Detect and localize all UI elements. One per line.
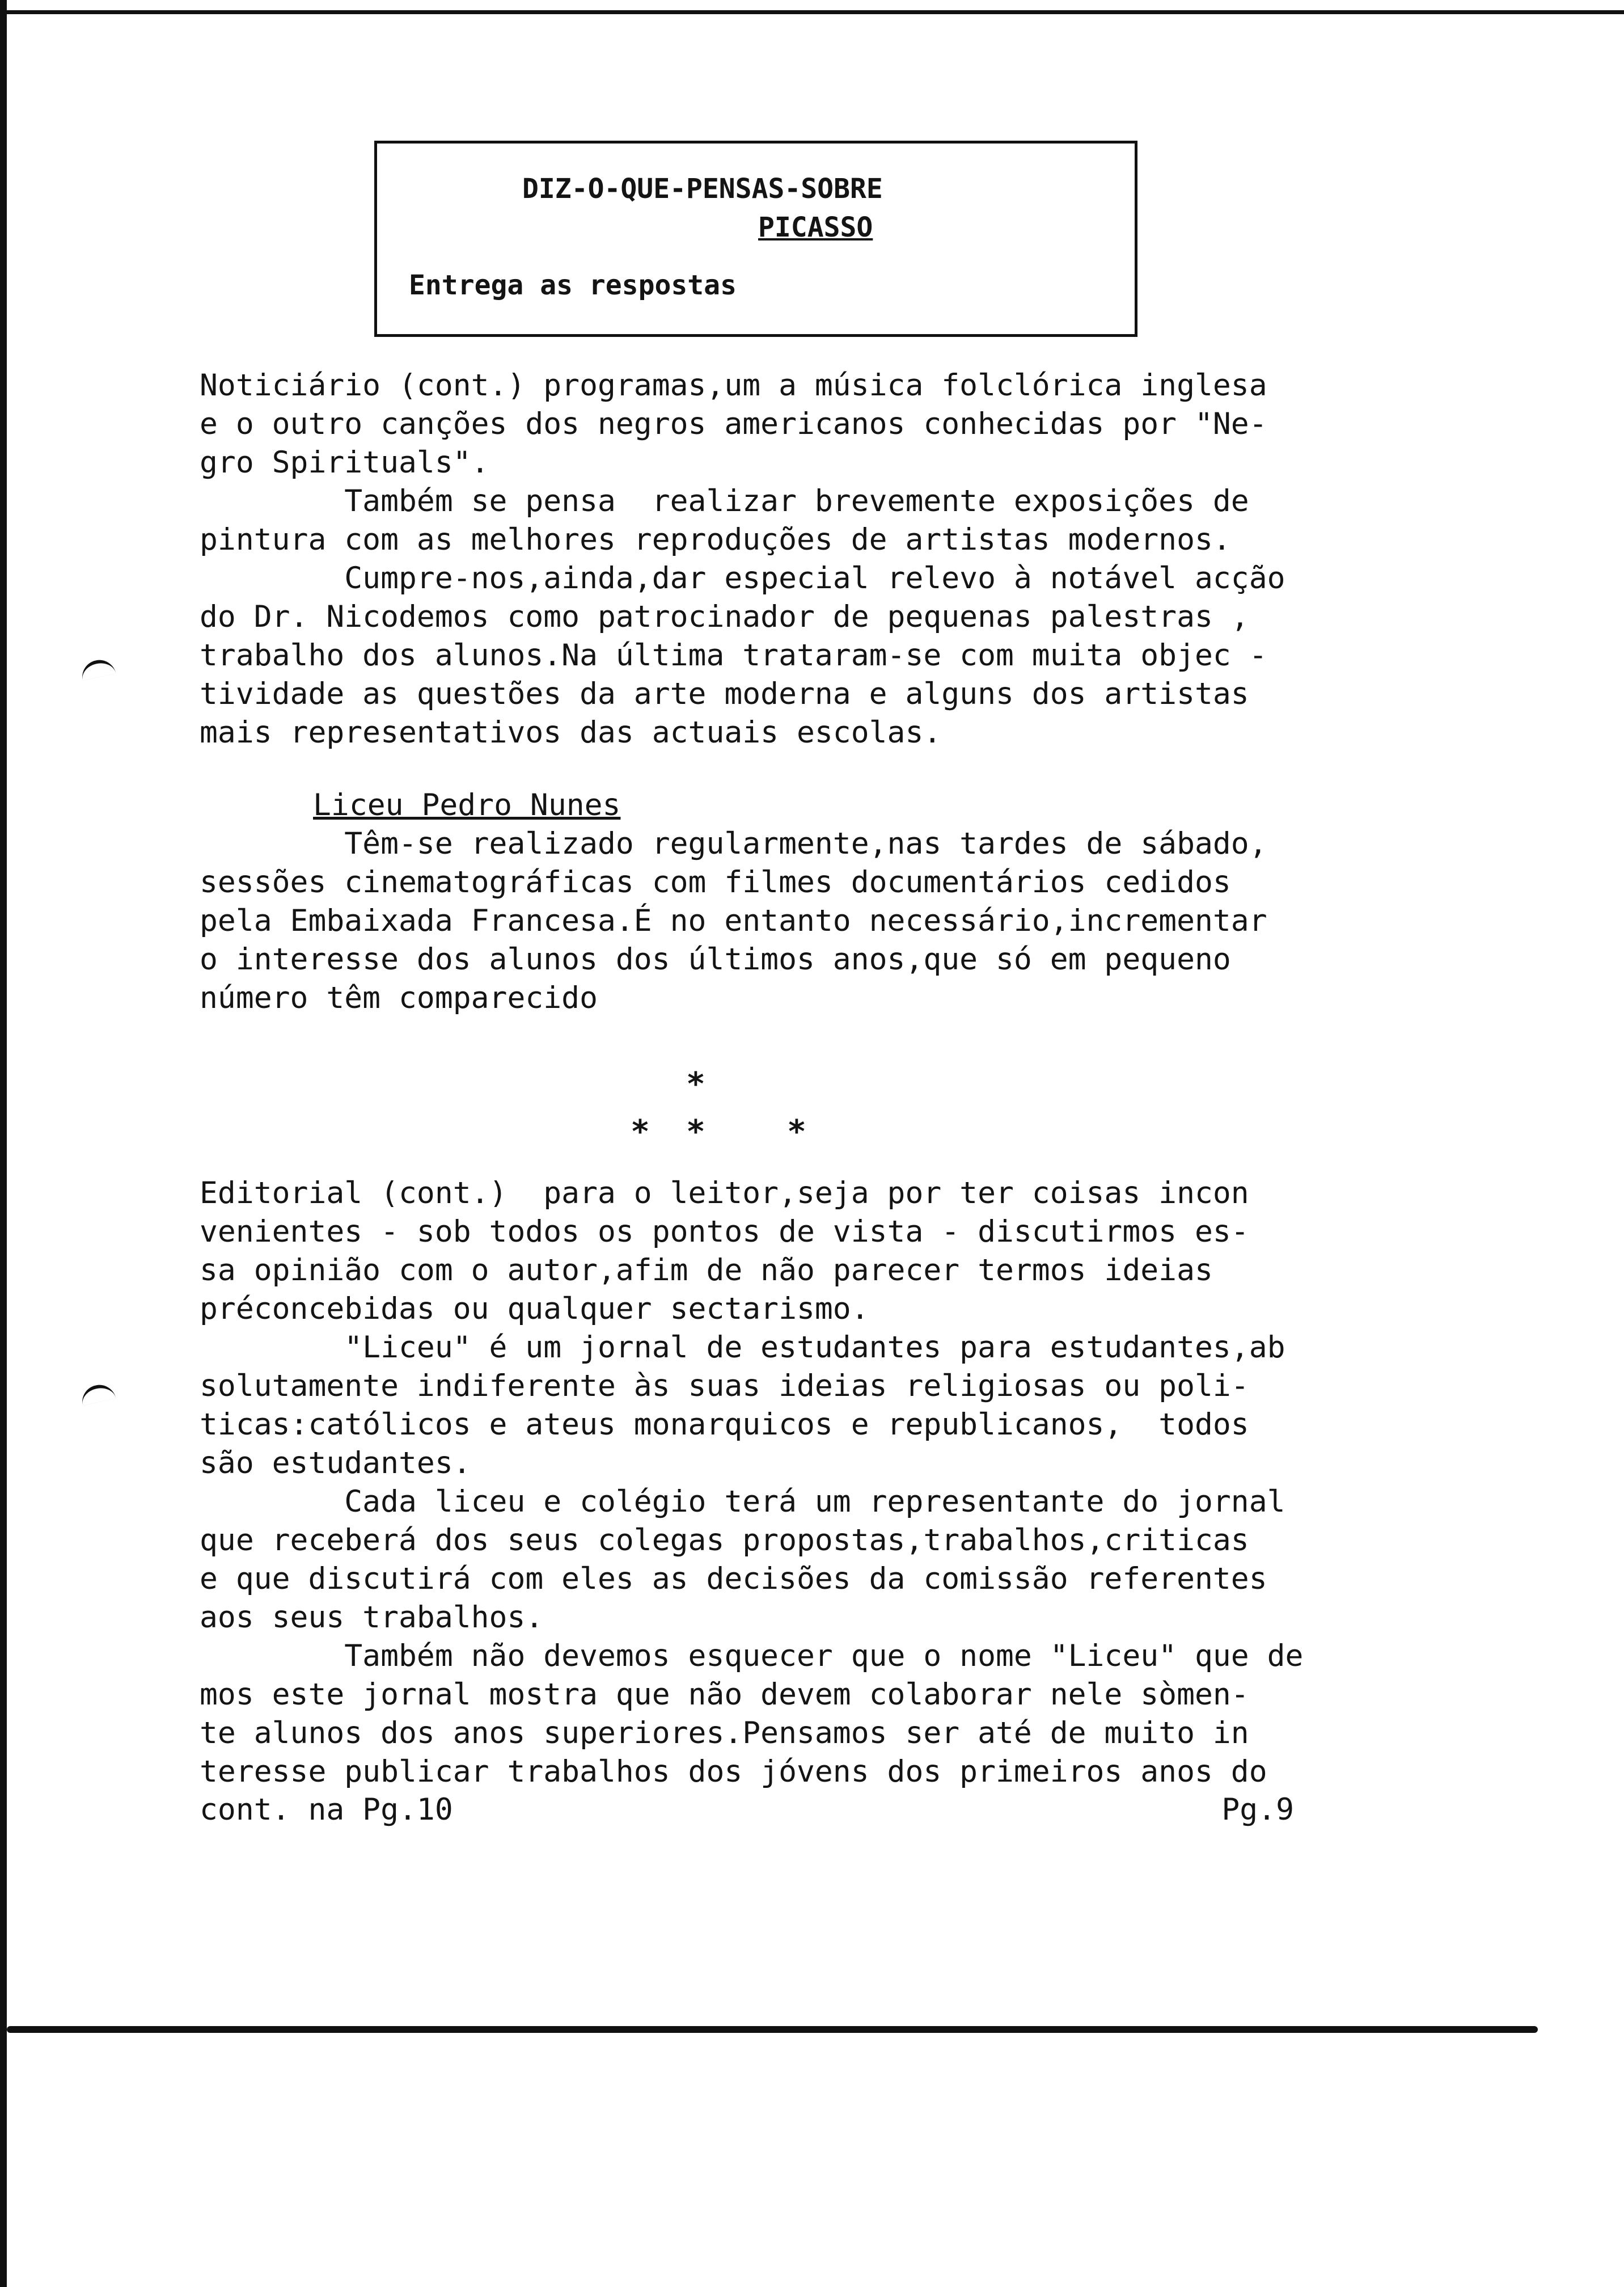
asterisk-icon: * bbox=[631, 1113, 650, 1150]
box-subtitle: PICASSO bbox=[758, 212, 873, 243]
text-line: Editorial (cont.) para o leitor,seja por ter coisas incon bbox=[200, 1176, 1249, 1210]
text-line: teresse publicar trabalhos dos jóvens dos primeiros anos do bbox=[200, 1754, 1267, 1789]
text-line: número têm comparecido bbox=[200, 981, 598, 1015]
text-line: Também se pensa realizar brevemente exposições de bbox=[200, 484, 1249, 518]
text-line: te alunos dos anos superiores.Pensamos ser até de muito in bbox=[200, 1716, 1249, 1750]
box-title: DIZ-O-QUE-PENSAS-SOBRE bbox=[522, 173, 883, 205]
text-line: mais representativos das actuais escolas. bbox=[200, 715, 942, 750]
text-line: do Dr. Nicodemos como patrocinador de pequenas palestras , bbox=[200, 600, 1249, 634]
text-line: aos seus trabalhos. bbox=[200, 1600, 544, 1635]
liceu-section bbox=[200, 786, 1334, 1018]
text-line: Têm-se realizado regularmente,nas tardes de sábado, bbox=[200, 826, 1267, 861]
text-line: sa opinião com o autor,afim de não parecer termos ideias bbox=[200, 1253, 1213, 1288]
text-line: pintura com as melhores reproduções de artistas modernos. bbox=[200, 522, 1231, 557]
text-line: e o outro canções dos negros americanos conhecidas por "Ne- bbox=[200, 407, 1267, 441]
asterisk-icon: * bbox=[686, 1066, 705, 1103]
text-line: ticas:católicos e ateus monarquicos e republicanos, todos bbox=[200, 1407, 1249, 1442]
margin-hole-mark bbox=[79, 1382, 116, 1406]
text-line: sessões cinematográficas com filmes documentários cedidos bbox=[200, 865, 1231, 900]
text-line: Cumpre-nos,ainda,dar especial relevo à notável acção bbox=[200, 561, 1285, 596]
text-line: o interesse dos alunos dos últimos anos,que só em pequeno bbox=[200, 942, 1231, 977]
text-line: Cada liceu e colégio terá um representante do jornal bbox=[200, 1484, 1285, 1519]
text-line: mos este jornal mostra que não devem colaborar nele sòmen- bbox=[200, 1677, 1249, 1712]
section-separator bbox=[612, 1061, 851, 1156]
text-line: préconcebidas ou qualquer sectarismo. bbox=[200, 1292, 869, 1326]
left-border-line bbox=[0, 0, 7, 2287]
box-instruction: Entrega as respostas bbox=[409, 269, 737, 301]
bottom-rule-line bbox=[7, 2026, 1538, 2033]
text-line: que receberá dos seus colegas propostas,trabalhos,criticas bbox=[200, 1523, 1249, 1558]
asterisk-icon: * bbox=[787, 1113, 806, 1150]
text-line: solutamente indiferente às suas ideias religiosas ou poli- bbox=[200, 1369, 1249, 1403]
text-line: são estudantes. bbox=[200, 1446, 471, 1480]
text-line: "Liceu" é um jornal de estudantes para estudantes,ab bbox=[200, 1330, 1285, 1365]
top-border-line bbox=[7, 10, 1624, 14]
noticiario-section bbox=[200, 366, 1334, 752]
text-line: Noticiário (cont.) programas,um a música folclórica inglesa bbox=[200, 368, 1267, 403]
text-line: trabalho dos alunos.Na última trataram-se com muita objec - bbox=[200, 638, 1267, 673]
editorial-section bbox=[200, 1174, 1334, 1791]
text-line: venientes - sob todos os pontos de vista - discutirmos es- bbox=[200, 1214, 1249, 1249]
asterisk-icon: * bbox=[686, 1113, 705, 1150]
text-line: pela Embaixada Francesa.É no entanto necessário,incrementar bbox=[200, 904, 1267, 938]
page-number: Pg.9 bbox=[1221, 1792, 1294, 1827]
text-line: tividade as questões da arte moderna e alguns dos artistas bbox=[200, 677, 1249, 711]
section-heading: Liceu Pedro Nunes bbox=[313, 788, 621, 822]
text-line: e que discutirá com eles as decisões da comissão referentes bbox=[200, 1562, 1267, 1596]
margin-hole-mark bbox=[79, 657, 116, 681]
text-line: gro Spirituals". bbox=[200, 445, 489, 480]
continuation-note: cont. na Pg.10 bbox=[200, 1792, 453, 1827]
text-line: Também não devemos esquecer que o nome "Liceu" que de bbox=[200, 1639, 1304, 1673]
announcement-box bbox=[374, 141, 1137, 337]
